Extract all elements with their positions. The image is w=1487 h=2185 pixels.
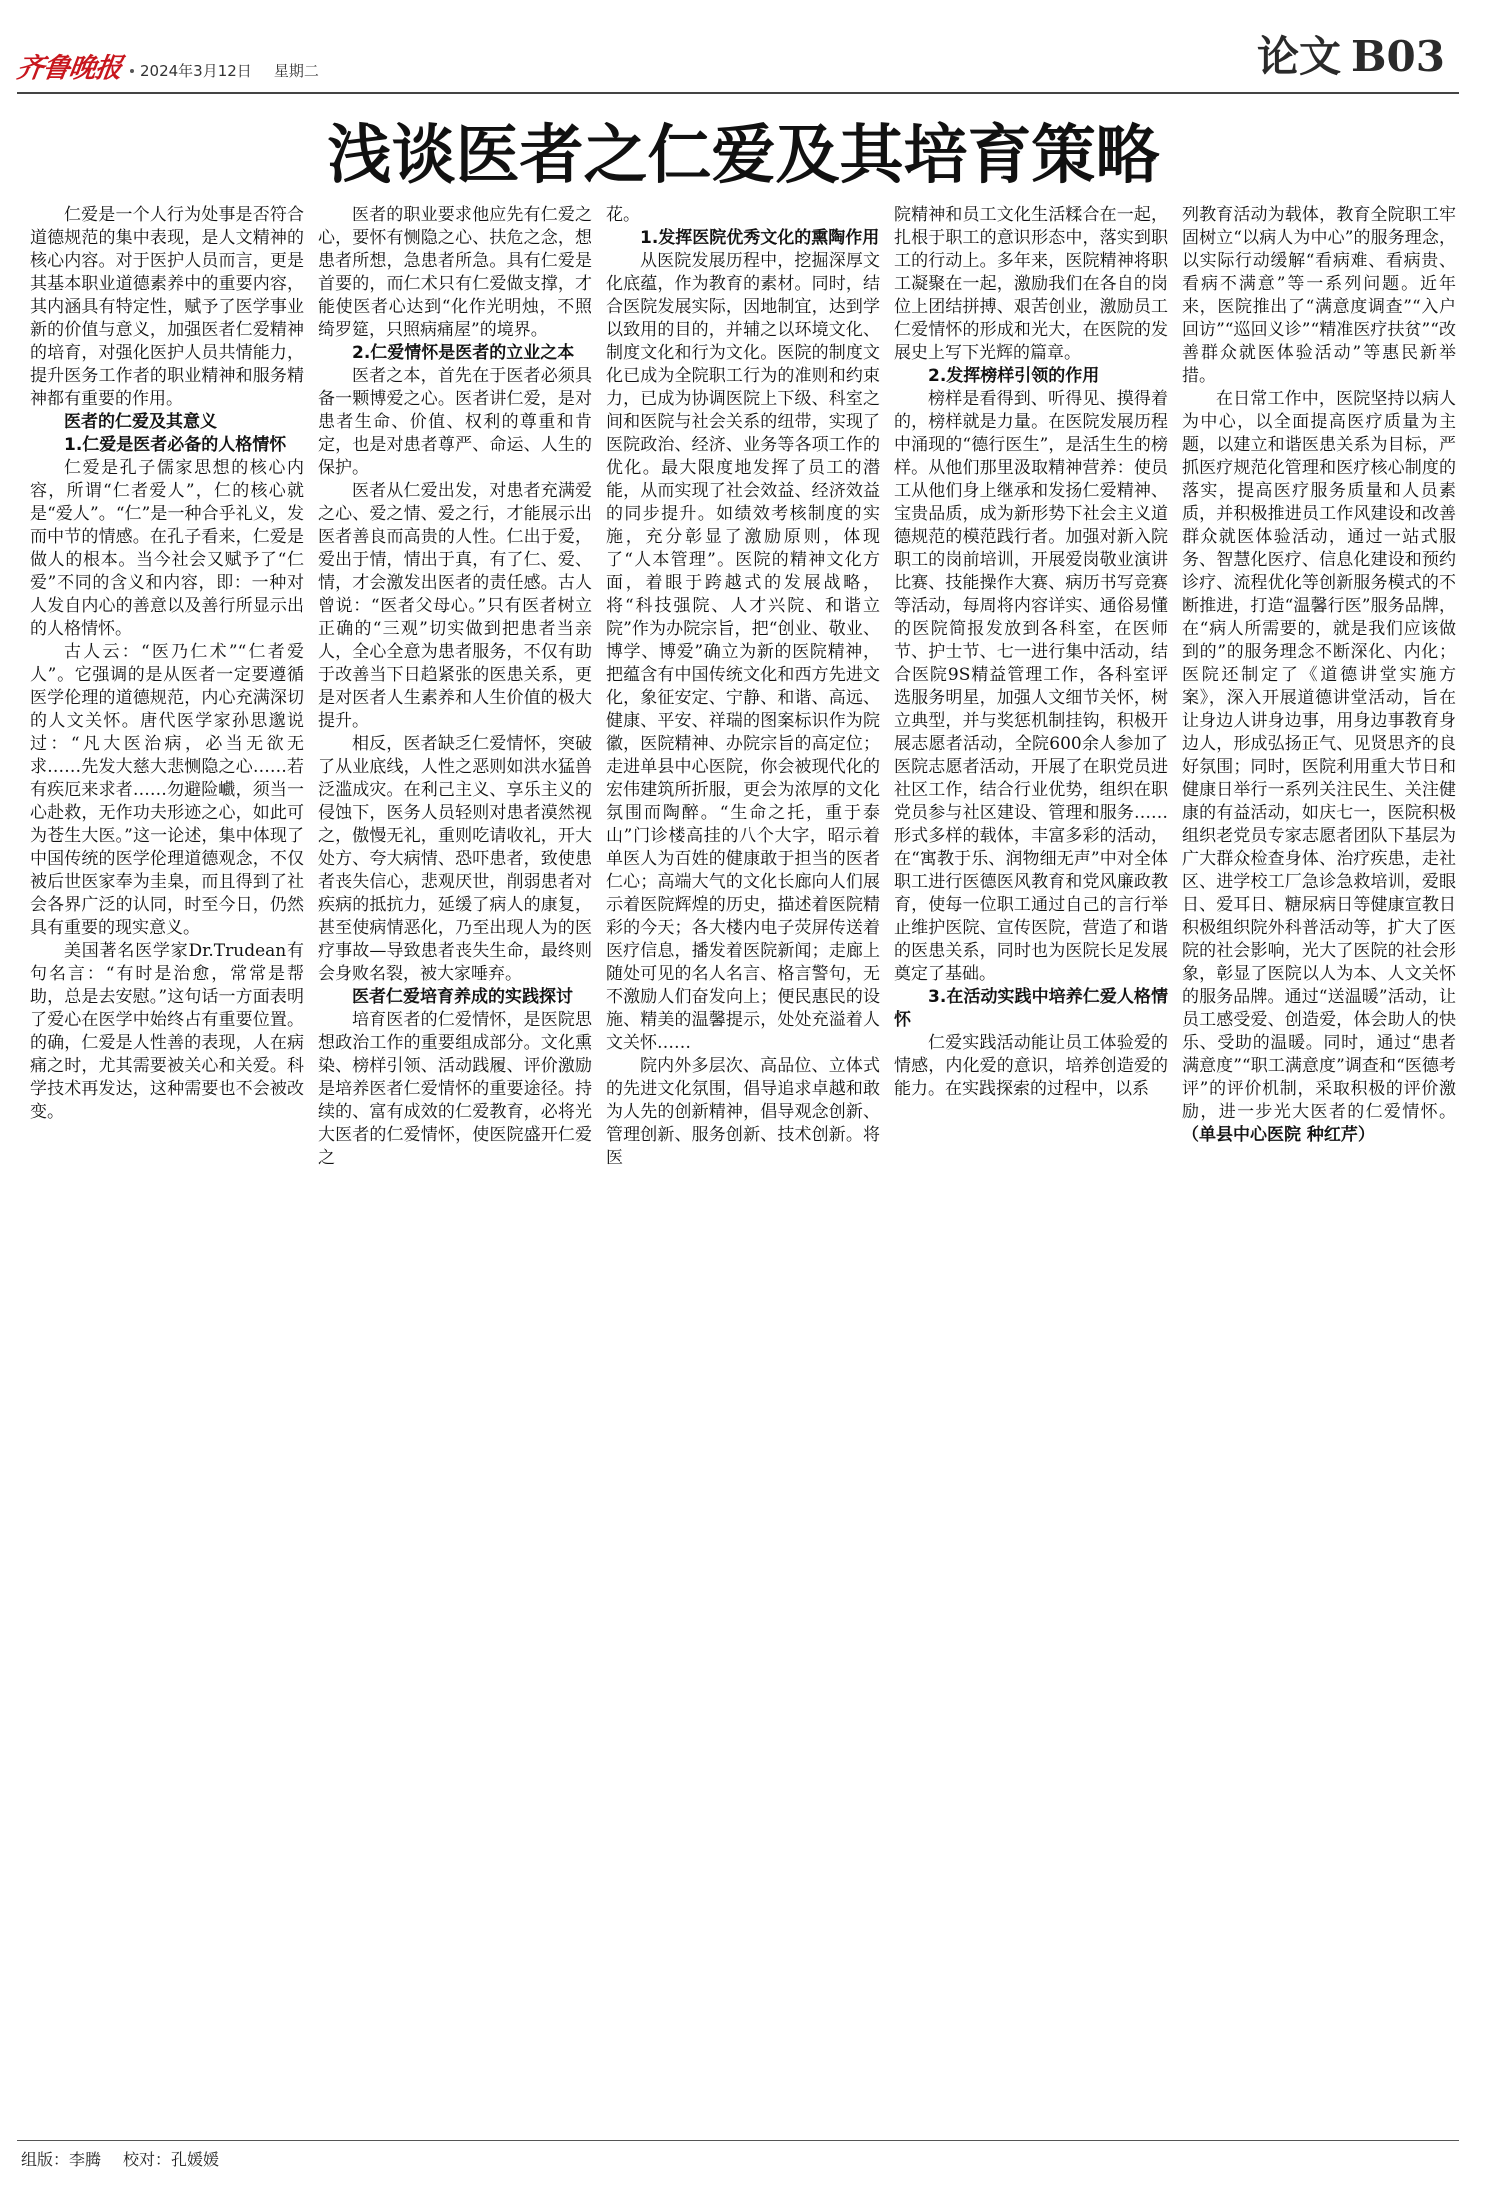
author-byline: （单县中心医院 种红芹） bbox=[1182, 1125, 1375, 1145]
body-paragraph: 古人云：“医乃仁术”“仁者爱人”。它强调的是从医者一定要遵循医学伦理的道德规范，内心充满深切的人文关怀。唐代医学家孙思邈说过：“凡大医治病，必当无欲无求……先发大慈大悲恻隐之心……若有疾厄来求者……勿避险巇，须当一心赴救，无作功夫形迹之心，如此可为苍生大医。”这一论述，集中体现了中国传统的医学伦理道德观念，不仅被后世医家奉为圭臬，而且得到了社会各界广泛的认同，时至今日，仍然具有重要的现实意义。 bbox=[30, 642, 304, 938]
page-number: B03 bbox=[1351, 32, 1445, 81]
body-paragraph-text: 在日常工作中，医院坚持以病人为中心，以全面提高医疗质量为主题，以建立和谐医患关系为目标，严抓医疗规范化管理和医疗核心制度的落实，提高医疗服务质量和人员素质，并积极推进员工作风建设和改善群众就医体验活动，通过一站式服务、智慧化医疗、信息化建设和预约诊疗、流程优化等创新服务模式的不断推进，打造“温馨行医”服务品牌，在“病人所需要的，就是我们应该做到的”的服务理念不断深化、内化；医院还制定了《道德讲堂实施方案》，深入开展道德讲堂活动，旨在让身边人讲身边事，用身边事教育身边人，形成弘扬正气、见贤思齐的良好氛围；同时，医院利用重大节日和健康日举行一系列关注民生、关注健康的有益活动，如庆七一，医院积极组织老党员专家志愿者团队下基层为广大群众检查身体、治疗疾患，走社区、进学校工厂急诊急救培训，爱眼日、爱耳日、糖尿病日等健康宣教日积极组织院外科普活动等，扩大了医院的社会影响，光大了医院的社会形象，彰显了医院以人为本、人文关怀的服务品牌。通过“送温暖”活动，让员工感受爱、创造爱，体会助人的快乐、受助的温暖。同时，通过“患者满意度”“职工满意度”调查和“医德考评”的评价机制，采取积极的评价激励，进一步光大医者的仁爱情怀。 bbox=[1182, 389, 1456, 1122]
article-title: 浅谈医者之仁爱及其培育策略 bbox=[327, 118, 1160, 193]
separator-dot-icon bbox=[130, 69, 134, 73]
body-paragraph: 培育医者的仁爱情怀，是医院思想政治工作的重要组成部分。文化熏染、榜样引领、活动践履、评价激励是培养医者仁爱情怀的重要途径。持续的、富有成效的仁爱教育，必将光大医者的仁爱情怀，使医院盛开仁爱之 bbox=[318, 1010, 592, 1168]
subheading: 2.发挥榜样引领的作用 bbox=[928, 366, 1100, 386]
issue-weekday: 星期二 bbox=[273, 62, 319, 80]
section-name: 论文 bbox=[1257, 32, 1342, 81]
subheading: 2.仁爱情怀是医者的立业之本 bbox=[352, 343, 575, 363]
body-paragraph: 医者的职业要求他应先有仁爱之心，要怀有恻隐之心、扶危之念，想患者所想，急患者所急。具有仁爱是首要的，而仁术只有仁爱做支撑，才能使医者心达到“化作光明烛，不照绮罗筵，只照病痛屋”的境界。 bbox=[318, 205, 592, 340]
issue-date: 2024年3月12日 bbox=[140, 62, 252, 80]
section-heading: 医者的仁爱及其意义 bbox=[64, 412, 217, 432]
masthead bbox=[14, 38, 319, 84]
footer-rule bbox=[17, 2140, 1459, 2141]
masthead-logo: 齐鲁晚报 bbox=[14, 53, 124, 84]
body-paragraph: 美国著名医学家Dr.Trudean有句名言：“有时是治愈，常常是帮助，总是去安慰。”这句话一方面表明了爱心在医学中始终占有重要位置。的确，仁爱是人性善的表现，人在病痛之时，尤其需要被关心和关爱。科学技术再发达，这种需要也不会被改变。 bbox=[30, 941, 304, 1122]
body-paragraph: 院内外多层次、高品位、立体式的先进文化氛围，倡导追求卓越和敢为人先的创新精神，倡导观念创新、管理创新、服务创新、技术创新。将医 bbox=[606, 1056, 880, 1168]
continued-paragraph: 列教育活动为载体，教育全院职工牢固树立“以病人为中心”的服务理念，以实际行动缓解“看病难、看病贵、看病不满意”等一系列问题。近年来，医院推出了“满意度调查”“入户回访”“巡回义诊”“精准医疗扶贫”“改善群众就医体验活动”等惠民新举措。 bbox=[1182, 205, 1456, 386]
body-paragraph: 榜样是看得到、听得见、摸得着的，榜样就是力量。在医院发展历程中涌现的“德行医生”，是活生生的榜样。从他们那里汲取精神营养：使员工从他们身上继承和发扬仁爱精神、宝贵品质，成为新形势下社会主义道德规范的模范践行者。加强对新入院职工的岗前培训，开展爱岗敬业演讲比赛、技能操作大赛、病历书写竞赛等活动，每周将内容详实、通俗易懂的医院简报发放到各科室，在医师节、护士节、七一进行集中活动，结合医院9S精益管理工作，各科室评选服务明星，加强人文细节关怀，树立典型，并与奖惩机制挂钩，积极开展志愿者活动，全院600余人参加了医院志愿者活动，开展了在职党员进社区工作，结合行业优势，组织在职党员参与社区建设、管理和服务……形式多样的载体，丰富多彩的活动，在“寓教于乐、润物细无声”中对全体职工进行医德医风教育和党风廉政教育，使每一位职工通过自己的言行举止维护医院、宣传医院，营造了和谐的医患关系，同时也为医院长足发展奠定了基础。 bbox=[894, 389, 1168, 984]
body-paragraph: 仁爱是孔子儒家思想的核心内容，所谓“仁者爱人”，仁的核心就是“爱人”。“仁”是一种合乎礼义，发而中节的情感。在孔子看来，仁爱是做人的根本。当今社会又赋予了“仁爱”不同的含义和内容，即：一种对人发自内心的善意以及善行所显示出的人格情怀。 bbox=[30, 458, 304, 639]
article-column-2 bbox=[318, 204, 592, 1170]
subheading: 3.在活动实践中培养仁爱人格情怀 bbox=[894, 987, 1168, 1030]
body-paragraph: 相反，医者缺乏仁爱情怀，突破了从业底线，人性之恶则如洪水猛兽泛滥成灾。在利己主义、享乐主义的侵蚀下，医务人员轻则对患者漠然视之，傲慢无礼，重则吃请收礼，开大处方、夸大病情、恐吓患者，致使患者丧失信心，悲观厌世，削弱患者对疾病的抵抗力，延缓了病人的康复，甚至使病情恶化，乃至出现人为的医疗事故—导致患者丧失生命，最终则会身败名裂，被大家唾弃。 bbox=[318, 734, 592, 984]
subheading: 1.发挥医院优秀文化的熏陶作用 bbox=[640, 228, 880, 248]
body-paragraph bbox=[1182, 388, 1456, 1147]
article-column-4 bbox=[894, 204, 1168, 1101]
body-paragraph: 仁爱是一个人行为处事是否符合道德规范的集中表现，是人文精神的核心内容。对于医护人员而言，更是其基本职业道德素养中的重要内容，其内涵具有特定性，赋予了医学事业新的价值与意义，加强医者仁爱精神的培育，对强化医护人员共情能力，提升医务工作者的职业精神和服务精神都有重要的作用。 bbox=[30, 205, 304, 409]
footer-credits bbox=[21, 2150, 219, 2170]
continued-paragraph: 院精神和员工文化生活糅合在一起，扎根于职工的意识形态中，落实到职工的行动上。多年来，医院精神将职工凝聚在一起，激励我们在各自的岗位上团结拼搏、艰苦创业，激励员工仁爱情怀的形成和光大，在医院的发展史上写下光辉的篇章。 bbox=[894, 205, 1168, 363]
proofreader-credit: 校对：孔媛媛 bbox=[123, 2150, 220, 2169]
layout-editor-credit: 组版：李腾 bbox=[21, 2150, 102, 2169]
article-column-1 bbox=[30, 204, 304, 1124]
continued-paragraph: 花。 bbox=[606, 205, 640, 225]
body-paragraph: 医者之本，首先在于医者必须具备一颗博爱之心。医者讲仁爱，是对患者生命、价值、权利的尊重和肯定，也是对患者尊严、命运、人生的保护。 bbox=[318, 366, 592, 478]
body-paragraph: 仁爱实践活动能让员工体验爱的情感，内化爱的意识，培养创造爱的能力。在实践探索的过程中，以系 bbox=[894, 1033, 1168, 1099]
body-paragraph: 医者从仁爱出发，对患者充满爱之心、爱之情、爱之行，才能展示出医者善良而高贵的人性。仁出于爱，爱出于情，情出于真，有了仁、爱、情，才会激发出医者的责任感。古人曾说：“医者父母心。”只有医者树立正确的“三观”切实做到把患者当亲人，全心全意为患者服务，不仅有助于改善当下日趋紧张的医患关系，更是对医者人生素养和人生价值的极大提升。 bbox=[318, 481, 592, 731]
header-rule bbox=[17, 92, 1459, 94]
section-heading: 医者仁爱培育养成的实践探讨 bbox=[352, 987, 573, 1007]
body-paragraph: 从医院发展历程中，挖掘深厚文化底蕴，作为教育的素材。同时，结合医院发展实际，因地制宜，达到学以致用的目的，并辅之以环境文化、制度文化和行为文化。医院的制度文化已成为全院职工行为的准则和约束力，已成为协调医院上下级、科室之间和医院与社会关系的纽带，实现了医院政治、经济、业务等各项工作的优化。最大限度地发挥了员工的潜能，从而实现了社会效益、经济效益的同步提升。如绩效考核制度的实施，充分彰显了激励原则，体现了“人本管理”。医院的精神文化方面，着眼于跨越式的发展战略，将“科技强院、人才兴院、和谐立院”作为办院宗旨，把“创业、敬业、博学、博爱”确立为新的医院精神，把蕴含有中国传统文化和西方先进文化，象征安定、宁静、和谐、高远、健康、平安、祥瑞的图案标识作为院徽，医院精神、办院宗旨的高定位；走进单县中心医院，你会被现代化的宏伟建筑所折服，更会为浓厚的文化氛围而陶醉。“生命之托，重于泰山”门诊楼高挂的八个大字，昭示着单医人为百姓的健康敢于担当的医者仁心；高端大气的文化长廊向人们展示着医院辉煌的历史，描述着医院精彩的今天；各大楼内电子荧屏传送着医疗信息，播发着医院新闻；走廊上随处可见的名人名言、格言警句，无不激励人们奋发向上；便民惠民的设施、精美的温馨提示，处处充溢着人文关怀…… bbox=[606, 251, 880, 1053]
article-column-3 bbox=[606, 204, 880, 1170]
section-label bbox=[1257, 32, 1445, 81]
article-column-5 bbox=[1182, 204, 1456, 1147]
subheading: 1.仁爱是医者必备的人格情怀 bbox=[64, 435, 287, 455]
